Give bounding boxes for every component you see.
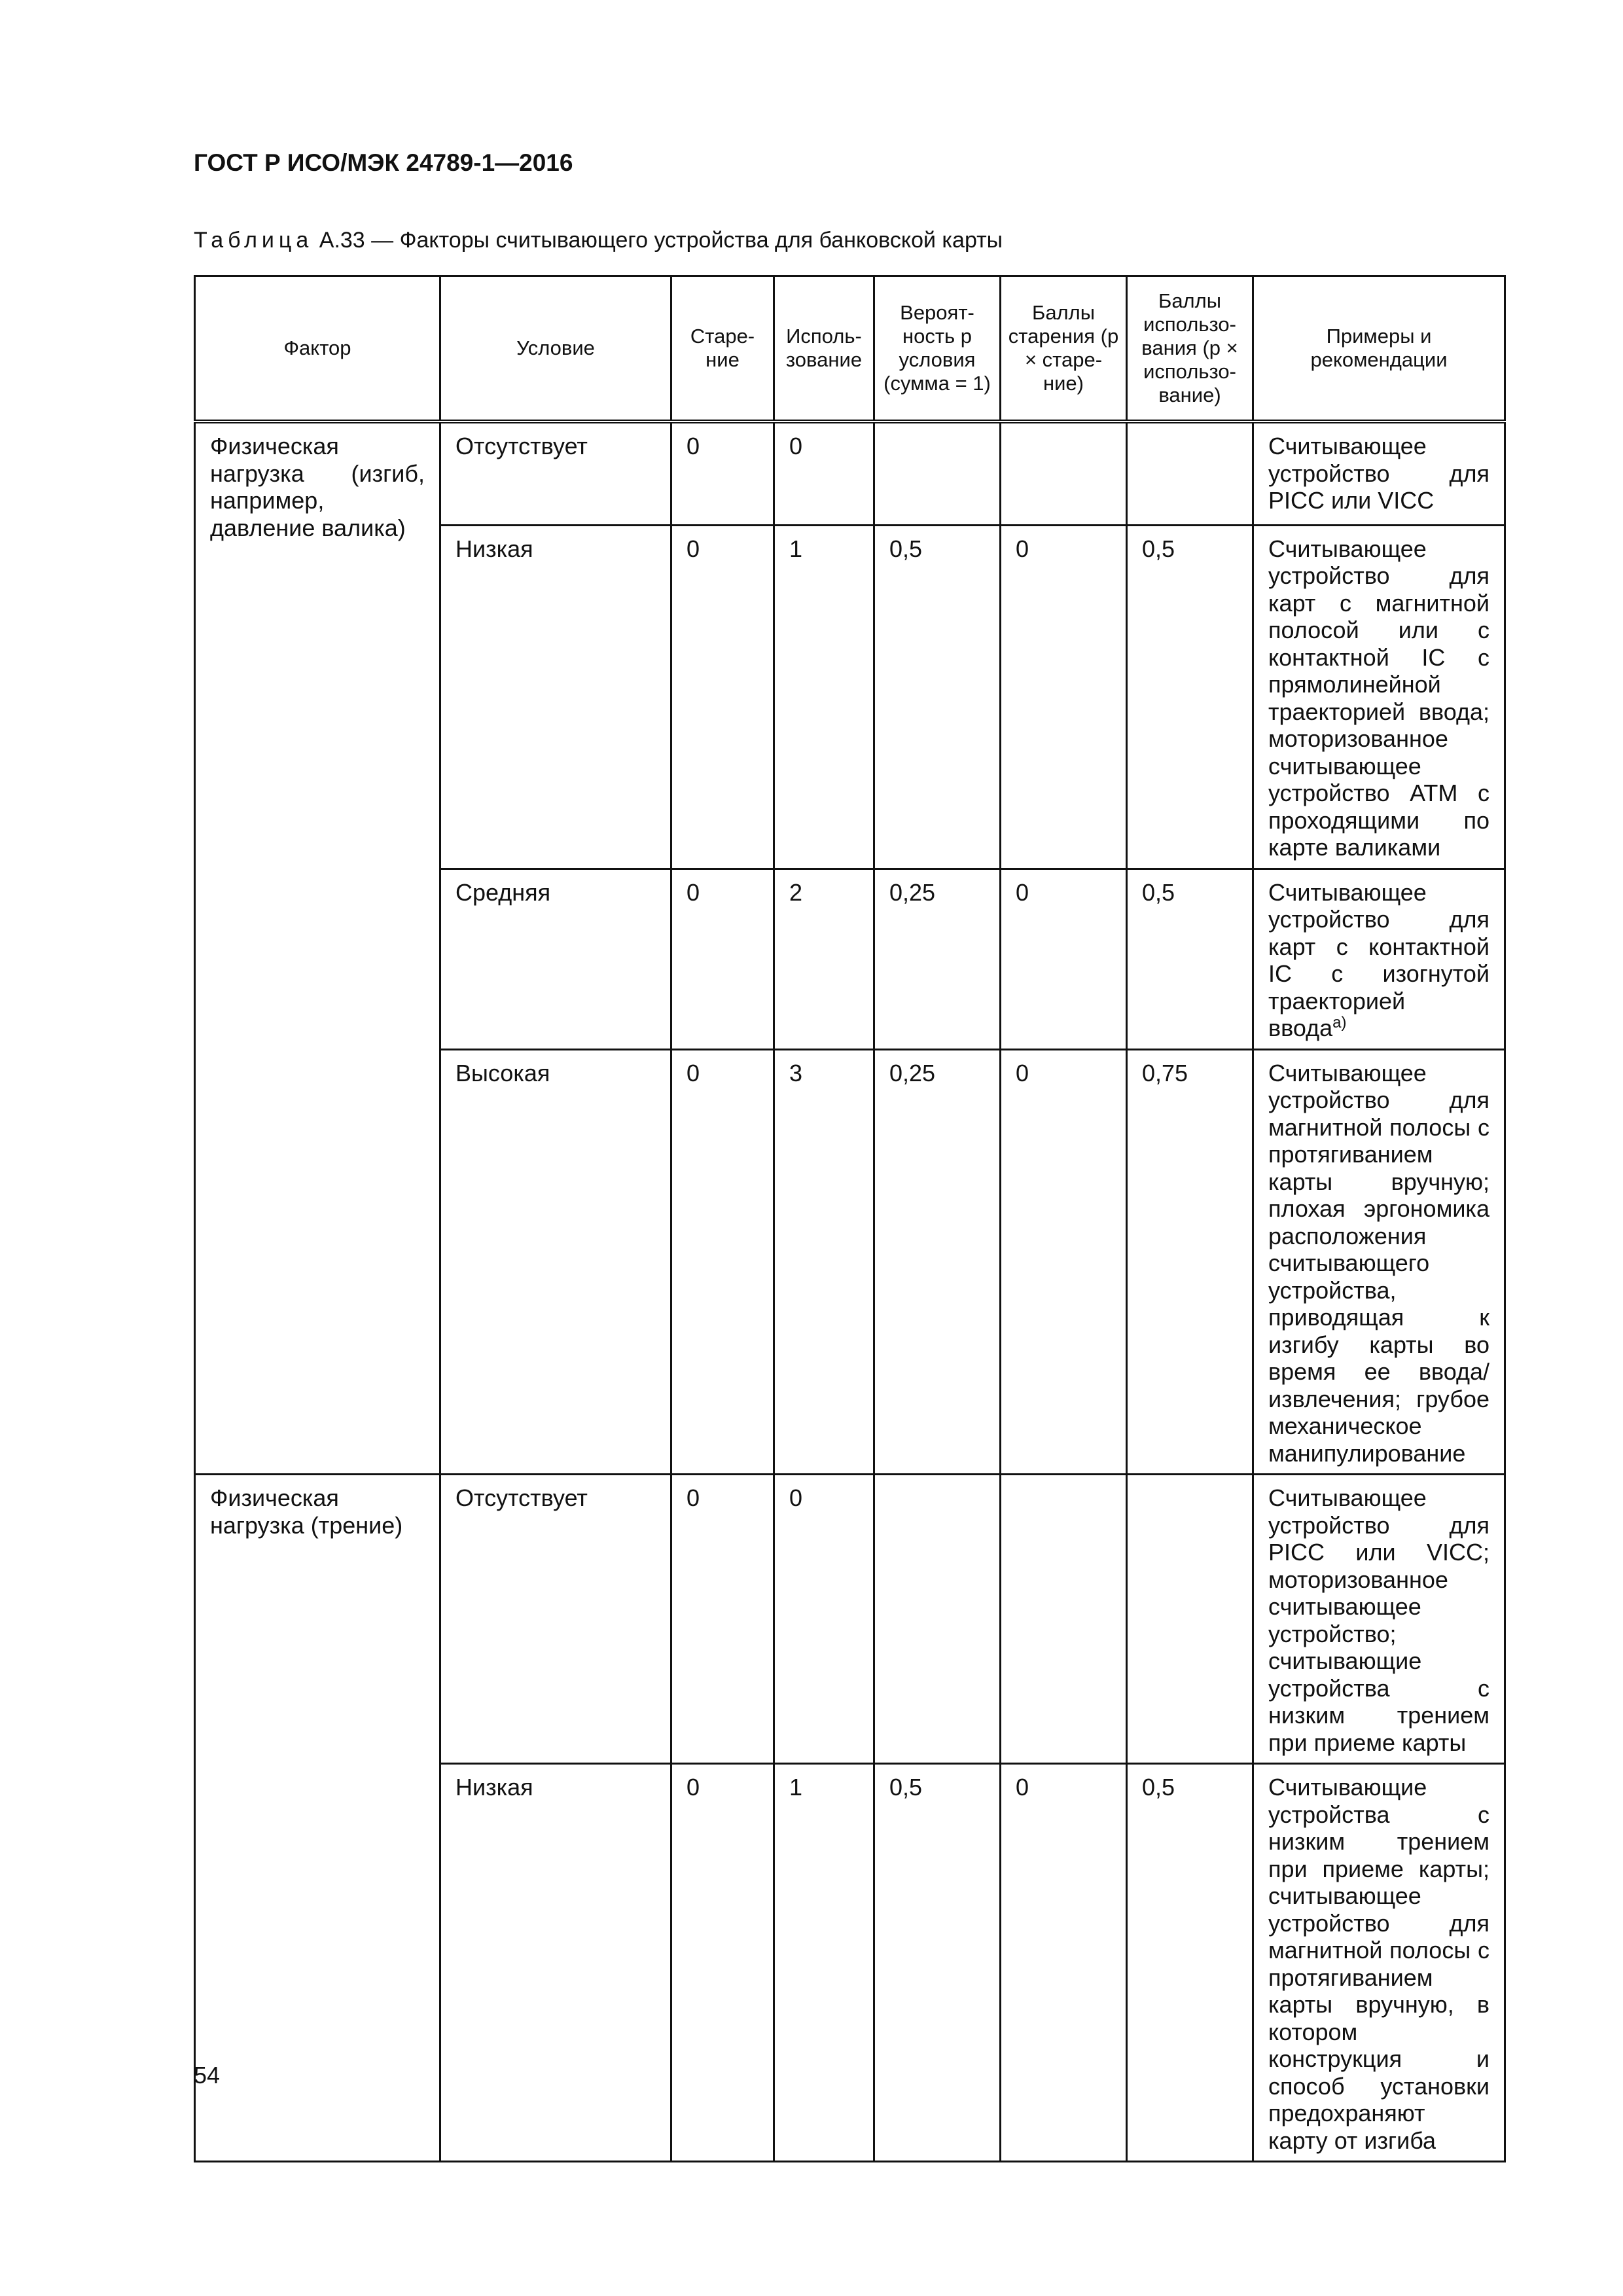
column-header-condition: Условие	[440, 276, 671, 422]
aging-score-cell	[1001, 422, 1127, 525]
column-header-usage: Исполь-зование	[774, 276, 874, 422]
condition-cell: Низкая	[440, 1764, 671, 2162]
usage-score-cell: 0,5	[1127, 1764, 1253, 2162]
table-caption	[194, 228, 1003, 253]
table-caption-prefix: Таблица	[194, 228, 313, 253]
probability-cell	[874, 1475, 1001, 1764]
factor-cell: Физическая нагрузка (трение)	[195, 1475, 440, 2162]
usage-cell: 3	[774, 1049, 874, 1475]
usage-score-cell: 0,75	[1127, 1049, 1253, 1475]
table-row	[195, 422, 1505, 525]
column-header-examples: Примеры и рекомендации	[1253, 276, 1505, 422]
table-caption-text: А.33 — Факторы считывающего устройства для банковской карты	[319, 228, 1003, 253]
examples-text: Считывающее устройство для карт с контактной IC с изогнутой траекторией ввода	[1268, 878, 1489, 1041]
aging-cell: 0	[671, 422, 774, 525]
aging-cell: 0	[671, 1475, 774, 1764]
aging-score-cell: 0	[1001, 1049, 1127, 1475]
examples-cell: Считывающее устройство для PICC или VICC; моторизованное считывающее устройство; считывающие устройства с низким трением при приеме карты	[1253, 1475, 1505, 1764]
aging-cell: 0	[671, 1764, 774, 2162]
condition-cell: Отсутствует	[440, 422, 671, 525]
aging-score-cell	[1001, 1475, 1127, 1764]
aging-cell: 0	[671, 869, 774, 1049]
usage-cell: 1	[774, 1764, 874, 2162]
factor-cell: Физическая нагрузка (изгиб, например, давление валика)	[195, 422, 440, 1475]
usage-score-cell: 0,5	[1127, 525, 1253, 869]
usage-cell: 1	[774, 525, 874, 869]
examples-cell: Считывающее устройство для карт с магнитной полосой или с контактной IC с прямолинейной траекторией ввода; моторизованное считывающее устройство АТМ с проходящими по карте валиками	[1253, 525, 1505, 869]
examples-cell: Считывающие устройства с низким трением при приеме карты; считывающее устройство для магнитной полосы с протягиванием карты вручную, в котором конструкция и способ установки предохраняют карту от изгиба	[1253, 1764, 1505, 2162]
usage-cell: 0	[774, 1475, 874, 1764]
condition-cell: Средняя	[440, 869, 671, 1049]
column-header-factor: Фактор	[195, 276, 440, 422]
examples-cell	[1253, 869, 1505, 1049]
examples-cell: Считывающее устройство для PICC или VICC	[1253, 422, 1505, 525]
factor-table	[194, 275, 1506, 2162]
column-header-usage-score: Баллы использо-вания (p × использо-вание)	[1127, 276, 1253, 422]
condition-cell: Отсутствует	[440, 1475, 671, 1764]
table-body	[195, 422, 1505, 2162]
aging-score-cell: 0	[1001, 869, 1127, 1049]
aging-cell: 0	[671, 525, 774, 869]
probability-cell: 0,5	[874, 525, 1001, 869]
usage-cell: 0	[774, 422, 874, 525]
usage-score-cell: 0,5	[1127, 869, 1253, 1049]
probability-cell: 0,25	[874, 869, 1001, 1049]
usage-score-cell	[1127, 1475, 1253, 1764]
examples-cell: Считывающее устройство для магнитной полосы с протягиванием карты вручную; плохая эргономика расположения считывающего устройства, приводящая к изгибу карты во время ее ввода/извлечения; грубое механическое манипулирование	[1253, 1049, 1505, 1475]
probability-cell	[874, 422, 1001, 525]
aging-score-cell: 0	[1001, 525, 1127, 869]
footnote-marker: а)	[1332, 1014, 1347, 1031]
column-header-probability: Вероят-ность p условия (сумма = 1)	[874, 276, 1001, 422]
column-header-aging: Старе-ние	[671, 276, 774, 422]
condition-cell: Низкая	[440, 525, 671, 869]
probability-cell: 0,5	[874, 1764, 1001, 2162]
table-row	[195, 1475, 1505, 1764]
aging-score-cell: 0	[1001, 1764, 1127, 2162]
usage-score-cell	[1127, 422, 1253, 525]
probability-cell: 0,25	[874, 1049, 1001, 1475]
aging-cell: 0	[671, 1049, 774, 1475]
table-header	[195, 276, 1505, 422]
column-header-aging-score: Баллы старения (p × старе-ние)	[1001, 276, 1127, 422]
page-number: 54	[194, 2062, 221, 2089]
usage-cell: 2	[774, 869, 874, 1049]
condition-cell: Высокая	[440, 1049, 671, 1475]
document-id: ГОСТ Р ИСО/МЭК 24789-1—2016	[194, 149, 573, 176]
